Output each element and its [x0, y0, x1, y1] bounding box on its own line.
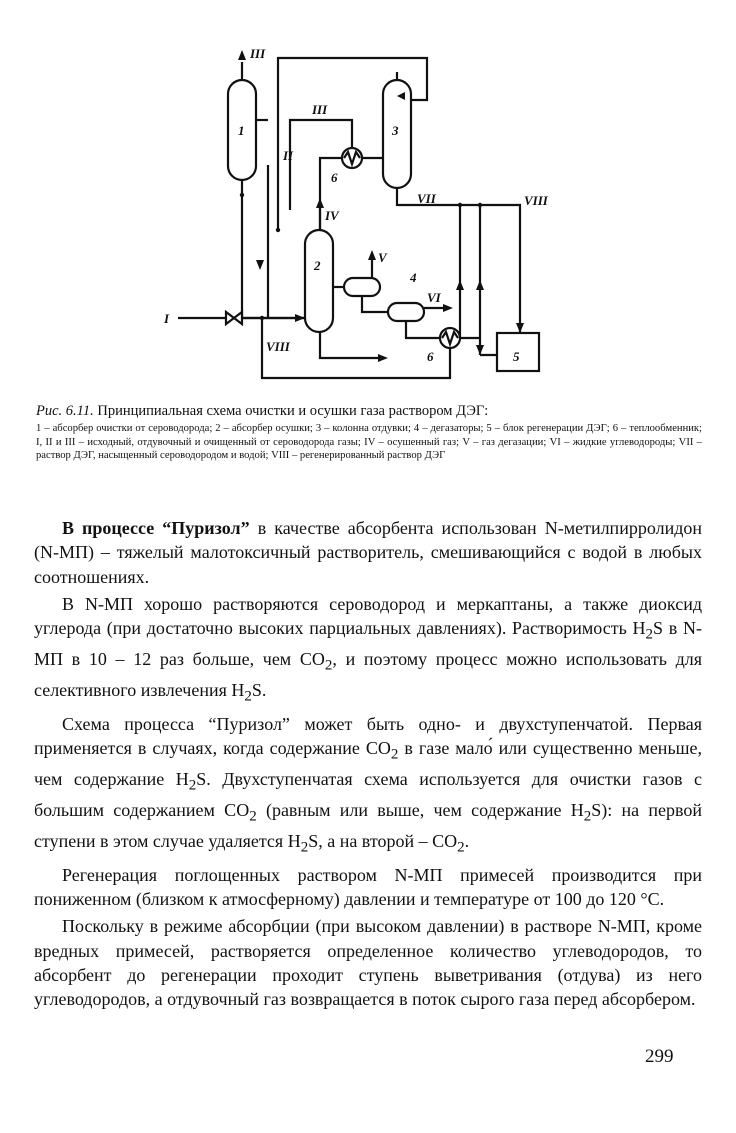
- label-stream-V: V: [378, 250, 387, 265]
- label-stream-VIII-right: VIII: [524, 193, 548, 208]
- degasser-4a: [344, 278, 380, 296]
- label-stream-II: II: [283, 148, 294, 163]
- label-unit-6-upper: 6: [331, 170, 338, 185]
- label-stream-VI: VI: [427, 290, 441, 305]
- label-stream-VIII-left: VIII: [266, 339, 290, 354]
- paragraph-2: В N-МП хорошо растворяются сероводород и меркаптаны, а также диоксид углерода (при достаточно высоких парциальных давлениях). Растворимость $H_2S$ в N-МП в 10 – 12 раз больше, чем $CO_2$, и поэтому процесс можно использовать для селективного извлечения $H_2S$.: [34, 593, 702, 705]
- paragraph-5: Поскольку в режиме абсорбции (при высоком давлении) в растворе N-МП, кроме вредных примесей, растворяется определенное количество углеводородов, то абсорбент до регенерации проходит ступень выветривания (отдува) из него углеводородов, а отдувочный газ возвращается в поток сырого газа перед абсорбером.: [34, 916, 702, 1010]
- label-unit-1: 1: [238, 123, 245, 138]
- label-unit-2: 2: [314, 258, 321, 273]
- label-stream-III-mid: III: [312, 102, 328, 117]
- body-text: [34, 516, 702, 1015]
- caption-legend: 1 – абсорбер очистки от сероводорода; 2 – абсорбер осушки; 3 – колонна отдувки; 4 – дегазаторы; 5 – блок регенерации ДЭГ; 6 – теплообменник; I, II и III – исходный, отдувочный и очищенный от сероводорода газы; IV – осушенный газ; V – газ дегазации; VI – жидкие углеводороды; VII – раствор ДЭГ, насыщенный сероводородом и водой; VIII – регенерированный раствор ДЭГ: [36, 423, 702, 462]
- paragraph-1-lead: В процессе “Пуризол”: [62, 518, 250, 538]
- absorber-2: [305, 230, 333, 332]
- paragraph-3: Схема процесса “Пуризол” может быть одно- и двухступенчатой. Первая применяется в случаях, когда содержание $CO_2$ в газе мало́ или существенно меньше, чем содержание $H_2S$. Двухступенчатая схема используется для очистки газов с большим содержанием $CO_2$ (равным или выше, чем содержание $H_2S$): на первой ступени в этом случае удаляется $H_2S$, а на второй – $CO_2$.: [34, 713, 703, 856]
- caption-title: [36, 402, 702, 420]
- paragraph-1: В процессе “Пуризол” в качестве абсорбента использован N-метилпирролидон (N-МП) – тяжелый малотоксичный растворитель, смешивающийся с водой в любых соотношениях.: [34, 518, 702, 587]
- label-stream-I: I: [164, 311, 170, 326]
- paragraph-4: Регенерация поглощенных раствором N-МП примесей производится при пониженном (близком к атмосферному) давлении и температуре от 100 до 120 °С.: [34, 864, 702, 910]
- caption-title-text: Принципиальная схема очистки и осушки газа раствором ДЭГ:: [93, 403, 489, 419]
- label-stream-VII: VII: [417, 191, 436, 206]
- diagram-svg: [150, 40, 570, 400]
- caption-figure-number: Рис. 6.11.: [36, 403, 94, 419]
- degasser-4b: [388, 303, 424, 321]
- label-unit-4: 4: [410, 270, 417, 285]
- label-stream-IV: IV: [325, 208, 339, 223]
- label-unit-3: 3: [392, 123, 399, 138]
- label-stream-III-top: III: [250, 46, 266, 61]
- figure-caption: [36, 402, 702, 463]
- page-number: 299: [645, 1046, 674, 1067]
- label-unit-5: 5: [513, 349, 520, 364]
- label-unit-6-lower: 6: [427, 349, 434, 364]
- process-flow-diagram: [150, 40, 570, 400]
